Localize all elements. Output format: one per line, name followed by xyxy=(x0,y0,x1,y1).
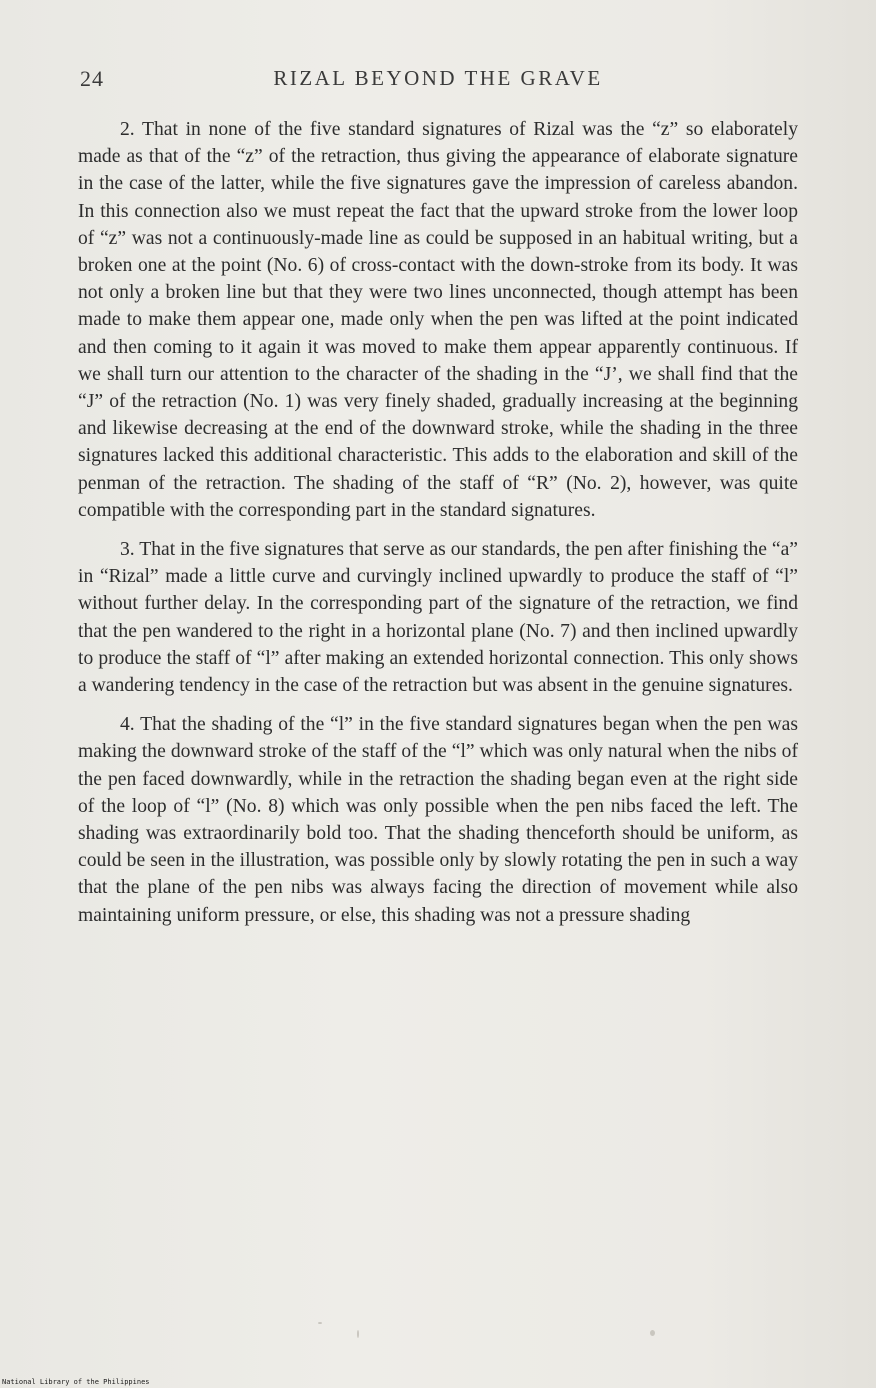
paper-speck xyxy=(318,1322,322,1324)
page-number: 24 xyxy=(80,66,104,91)
paper-speck xyxy=(357,1330,359,1338)
running-head xyxy=(80,66,796,96)
library-credit: National Library of the Philippines xyxy=(2,1378,150,1386)
paragraph-3: 3. That in the five signatures that serve as our standards, the pen after finishing the “a” in “Rizal” made a little curve and curvingly inclined upwardly to produce the staff of “l” without further delay. In the corresponding part of the signature of the retraction, we find that the pen wandered to the right in a horizontal plane (No. 7) and then inclined upwardly to produce the staff of “l” after making an extended horizontal connection. This only shows a wandering tendency in the case of the retraction but was absent in the genuine signatures. xyxy=(78,539,798,697)
paper-speck xyxy=(650,1330,655,1336)
paragraph-2: 2. That in none of the five standard signatures of Rizal was the “z” so elaborately made as that of the “z” of the retraction, thus giving the appearance of elaborate signature in the case of the latter, while the five signatures gave the impression of careless abandon. In this connection also we must repeat the fact that the upward stroke from the lower loop of “z” was not a continuously-made line as could be supposed in an habitual writing, but a broken one at the point (No. 6) of cross-contact with the down-stroke from its body. It was not only a broken line but that they were two lines unconnected, though attempt has been made to make them appear one, made only when the pen was lifted at the point indicated and then coming to it again it was moved to make them appear apparently continuous. If we shall turn our attention to the character of the shading in the “J’, we shall find that the “J” of the retraction (No. 1) was very finely shaded, gradually increasing at the beginning and likewise decreasing at the end of the downward stroke, while the shading in the three signatures lacked this additional characteristic. This adds to the elaboration and skill of the penman of the retraction. The shading of the staff of “R” (No. 2), however, was quite compatible with the corresponding part in the standard signatures. xyxy=(78,119,798,521)
paragraph-4: 4. That the shading of the “l” in the five standard signatures began when the pen was making the downward stroke of the staff of the “l” which was only natural when the nibs of the pen faced downwardly, while in the retraction the shading began even at the right side of the loop of “l” (No. 8) which was only possible when the pen nibs faced the left. The shading was extraordinarily bold too. That the shading thenceforth should be uniform, as could be seen in the illustration, was possible only by slowly rotating the pen in such a way that the plane of the pen nibs was always facing the direction of movement while also maintaining uniform pressure, or else, this shading was not a pressure shading xyxy=(78,714,798,926)
book-title: RIZAL BEYOND THE GRAVE xyxy=(273,66,603,90)
body-text xyxy=(78,116,798,941)
